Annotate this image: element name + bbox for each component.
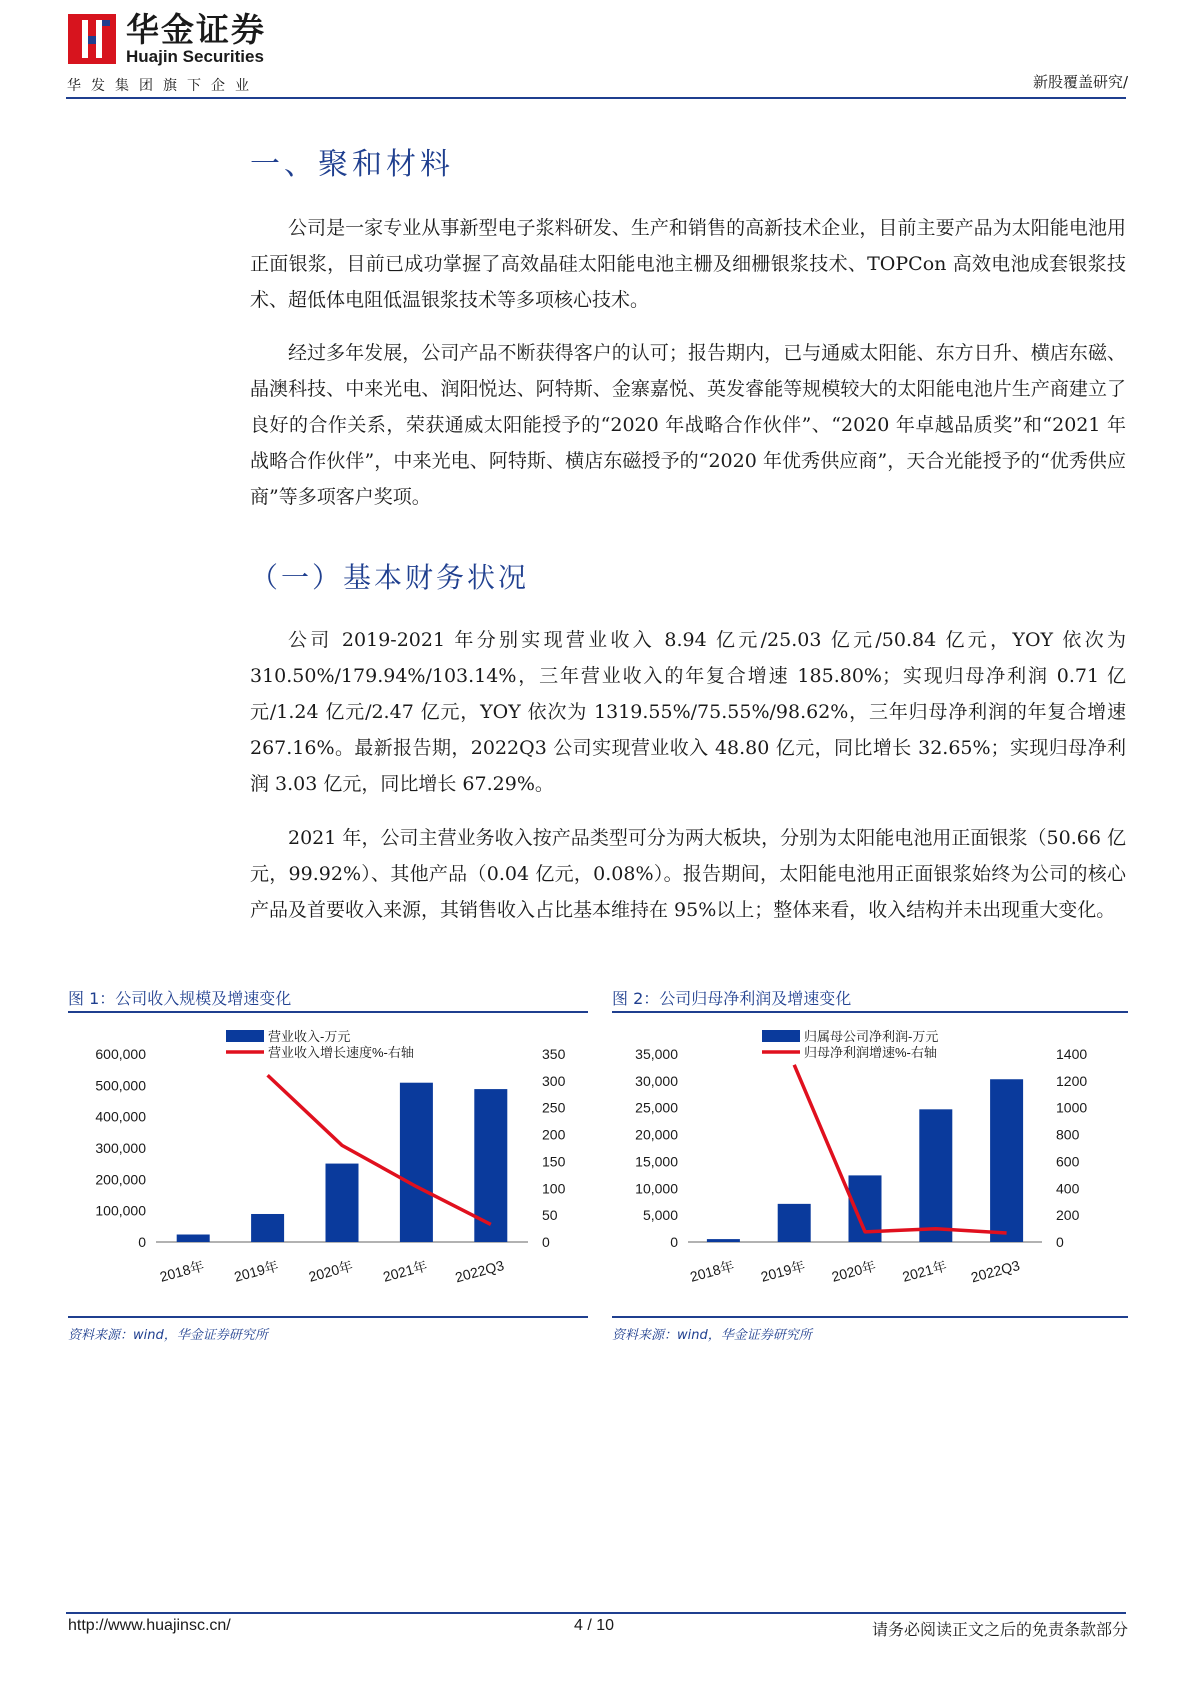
right-axis-tick-label: 50 [542, 1207, 558, 1224]
brand-name-en: Huajin Securities [126, 47, 264, 66]
subsection-title: （一）基本财务状况 [250, 561, 530, 594]
category-label: 2022Q3 [969, 1256, 1022, 1286]
left-axis-tick-label: 25,000 [635, 1099, 678, 1116]
right-axis-tick-label: 100 [542, 1180, 566, 1197]
left-axis-tick-label: 5,000 [642, 1207, 678, 1224]
disclaimer-note: 请务必阅读正文之后的免责条款部分 [871, 1620, 1128, 1639]
customer-paragraph: 经过多年发展，公司产品不断获得客户的认可；报告期内，已与通威太阳能、东方日升、横店东磁、晶澳科技、中来光电、润阳悦达、阿特斯、金寨嘉悦、英发睿能等规模较大的太阳能电池片生产商建立了良好的合作关系，荣获通威太阳能授予的“2020 年战略合作伙伴”、“2020 年卓越品质奖”和“2021 年战略合作伙伴”，中来光电、阿特斯、横店东磁授予的“2020 年优秀供应商”，天合光能授予的“优秀供应商”等多项客户奖项。 [250, 342, 1126, 508]
category-label: 2019年 [759, 1257, 807, 1285]
category-label: 2020年 [306, 1257, 355, 1285]
net-profit-chart [612, 1022, 1128, 1312]
legend-bar-swatch [226, 1030, 264, 1042]
growth-line [794, 1065, 1006, 1233]
legend-bar-swatch [762, 1030, 800, 1042]
figure-1-source: 资料来源：wind，华金证券研究所 [68, 1328, 268, 1343]
right-axis-tick-label: 350 [542, 1046, 566, 1062]
right-axis-tick-label: 800 [1056, 1126, 1080, 1143]
bar-2018年 [707, 1239, 740, 1242]
left-axis-tick-label: 200,000 [95, 1171, 146, 1188]
growth-line [268, 1075, 491, 1224]
figure-1-top-rule [68, 1011, 588, 1013]
category-label: 2018年 [158, 1257, 206, 1285]
legend-bar-label: 归属母公司净利润-万元 [804, 1029, 939, 1044]
left-axis-tick-label: 35,000 [635, 1046, 678, 1062]
bar-2018年 [177, 1235, 210, 1242]
financial-paragraph: 公司 2019-2021 年分别实现营业收入 8.94 亿元/25.03 亿元/50.84 亿元，YOY 依次为 310.50%/179.94%/103.14%，三年营业收入的年复合增速 185.80%；实现归母净利润 0.71 亿元/1.24 亿元/2.47 亿元，YOY 依次为 1319.55%/75.55%/98.62%，三年归母净利润的年复合增速 267.16%。最新报告期，2022Q3 公司实现营业收入 48.80 亿元，同比增长 32.65%；实现归母净利润 3.03 亿元，同比增长 67.29%。 [250, 629, 1126, 795]
figure-2-top-rule [612, 1011, 1128, 1013]
report-type: 新股覆盖研究/ [1032, 73, 1128, 91]
left-axis-tick-label: 10,000 [635, 1180, 678, 1197]
company-intro-paragraph: 公司是一家专业从事新型电子浆料研发、生产和销售的高新技术企业，目前主要产品为太阳能电池用正面银浆，目前已成功掌握了高效晶硅太阳能电池主栅及细栅银浆技术、TOPCon 高效电池成套银浆技术、超低体电阻低温银浆技术等多项核心技术。 [250, 217, 1126, 311]
category-label: 2020年 [829, 1257, 878, 1285]
footer-divider [66, 1612, 1126, 1614]
left-axis-tick-label: 400,000 [95, 1108, 146, 1125]
left-axis-tick-label: 300,000 [95, 1140, 146, 1156]
header-divider [66, 97, 1126, 99]
right-axis-tick-label: 1000 [1056, 1099, 1088, 1116]
legend-line-label: 归母净利润增速%-右轴 [804, 1045, 937, 1060]
category-label: 2019年 [232, 1257, 281, 1285]
category-label: 2018年 [688, 1257, 736, 1285]
left-axis-tick-label: 500,000 [95, 1077, 146, 1094]
brand-name-cn: 华金证券 [126, 10, 266, 49]
left-axis-tick-label: 0 [670, 1234, 678, 1250]
revenue-chart [68, 1022, 588, 1312]
left-axis-tick-label: 600,000 [95, 1046, 146, 1062]
revenue-structure-paragraph: 2021 年，公司主营业务收入按产品类型可分为两大板块，分别为太阳能电池用正面银浆（50.66 亿元，99.92%）、其他产品（0.04 亿元，0.08%）。报告期间，太阳能电池用正面银浆始终为公司的核心产品及首要收入来源，其销售收入占比基本维持在 95%以上；整体来看，收入结构并未出现重大变化。 [250, 827, 1126, 921]
left-axis-tick-label: 20,000 [635, 1126, 678, 1143]
right-axis-tick-label: 200 [542, 1126, 566, 1143]
category-label: 2021年 [900, 1257, 949, 1285]
left-axis-tick-label: 0 [138, 1234, 146, 1250]
category-label: 2022Q3 [453, 1256, 506, 1286]
right-axis-tick-label: 150 [542, 1153, 566, 1170]
bar-2021年 [400, 1083, 433, 1242]
legend-line-label: 营业收入增长速度%-右轴 [268, 1045, 414, 1060]
huajin-logo-icon [68, 14, 116, 64]
right-axis-tick-label: 1200 [1056, 1072, 1088, 1089]
page-number: 4 / 10 [574, 1617, 615, 1634]
bar-2019年 [251, 1214, 284, 1242]
figure-2-source: 资料来源：wind，华金证券研究所 [612, 1328, 812, 1343]
right-axis-tick-label: 200 [1056, 1207, 1080, 1224]
figure-1-bottom-rule [68, 1316, 588, 1318]
left-axis-tick-label: 15,000 [635, 1153, 678, 1170]
bar-2022Q3 [990, 1079, 1023, 1242]
group-tagline: 华发集团旗下企业 [67, 78, 259, 94]
website-link[interactable]: http://www.huajinsc.cn/ [68, 1617, 231, 1634]
right-axis-tick-label: 0 [1056, 1234, 1064, 1250]
left-axis-tick-label: 30,000 [635, 1072, 678, 1089]
legend-bar-label: 营业收入-万元 [268, 1029, 351, 1044]
figure-1-title: 图 1：公司收入规模及增速变化 [68, 989, 292, 1008]
section-title: 一、聚和材料 [250, 147, 454, 182]
right-axis-tick-label: 0 [542, 1234, 550, 1250]
right-axis-tick-label: 1400 [1056, 1046, 1088, 1062]
bar-2020年 [326, 1164, 359, 1242]
figure-2-bottom-rule [612, 1316, 1128, 1318]
right-axis-tick-label: 600 [1056, 1153, 1080, 1170]
right-axis-tick-label: 400 [1056, 1180, 1080, 1197]
right-axis-tick-label: 300 [542, 1072, 566, 1089]
bar-2021年 [919, 1109, 952, 1242]
category-label: 2021年 [381, 1257, 429, 1285]
left-axis-tick-label: 100,000 [95, 1202, 146, 1219]
figure-2-title: 图 2：公司归母净利润及增速变化 [612, 989, 852, 1008]
right-axis-tick-label: 250 [542, 1099, 566, 1116]
bar-2019年 [778, 1204, 811, 1242]
